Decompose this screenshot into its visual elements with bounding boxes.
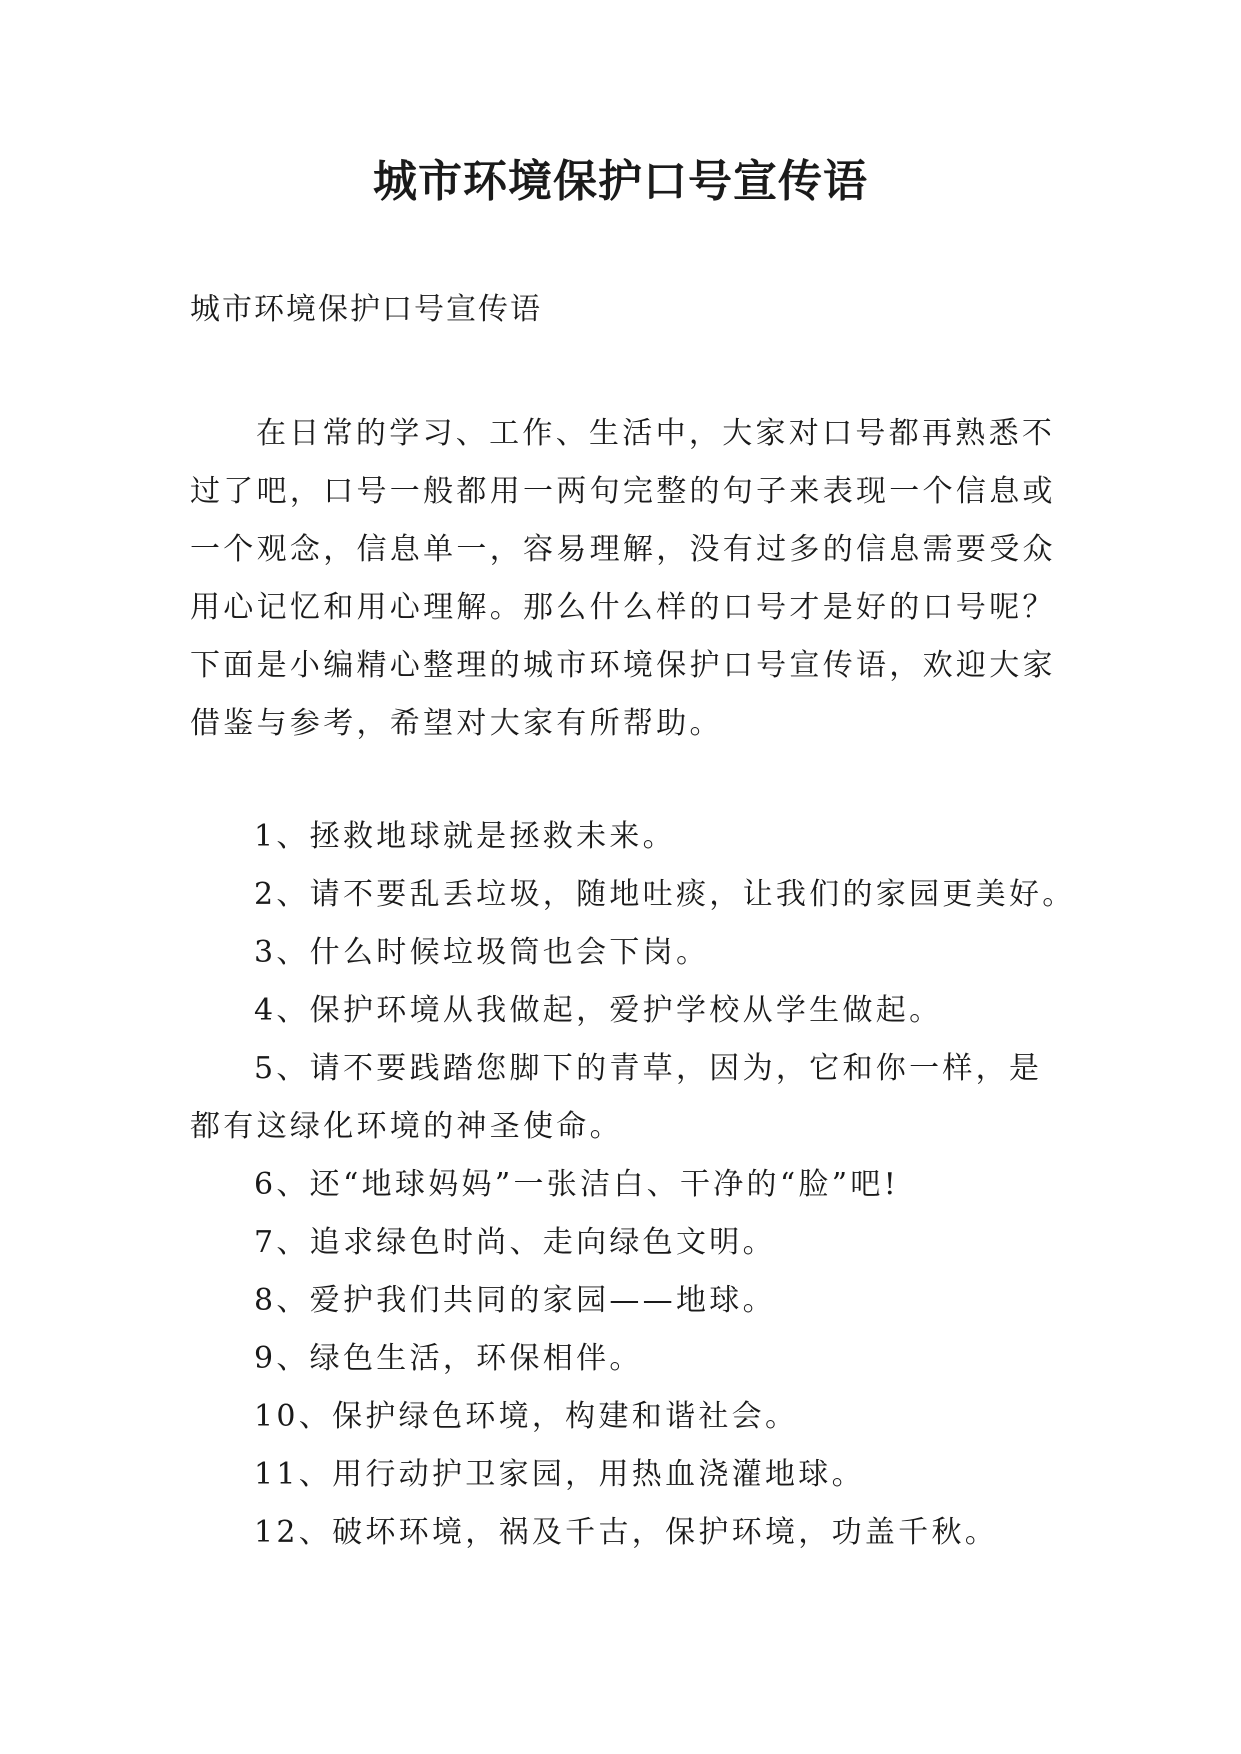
slogan-item: 11、用行动护卫家园，用热血浇灌地球。	[254, 1457, 865, 1492]
slogan-item: 3、什么时候垃圾筒也会下岗。	[254, 935, 710, 970]
slogan-list	[190, 808, 1090, 1562]
slogan-item: 8、爱护我们共同的家园——地球。	[254, 1283, 776, 1318]
intro-line: 在日常的学习、工作、生活中，大家对口号都再熟悉不	[256, 416, 1056, 451]
slogan-item: 12、破坏环境，祸及千古，保护环境，功盖千秋。	[254, 1515, 999, 1550]
intro-line: 一个观念，信息单一，容易理解，没有过多的信息需要受众	[190, 532, 1056, 567]
intro-line: 过了吧，口号一般都用一两句完整的句子来表现一个信息或	[190, 474, 1056, 509]
slogan-item: 7、追求绿色时尚、走向绿色文明。	[254, 1225, 776, 1260]
slogan-item: 9、绿色生活，环保相伴。	[254, 1341, 643, 1376]
intro-line: 用心记忆和用心理解。那么什么样的口号才是好的口号呢？	[190, 590, 1056, 625]
slogan-item: 10、保护绿色环境，构建和谐社会。	[254, 1399, 799, 1434]
slogan-item: 5、请不要践踏您脚下的青草，因为，它和你一样，是	[254, 1051, 1043, 1086]
slogan-item: 6、还“地球妈妈”一张洁白、干净的“脸”吧!	[254, 1167, 900, 1202]
slogan-item: 1、拯救地球就是拯救未来。	[254, 819, 676, 854]
slogan-item: 4、保护环境从我做起，爱护学校从学生做起。	[254, 993, 943, 1028]
intro-paragraph	[190, 405, 1070, 753]
intro-line: 借鉴与参考，希望对大家有所帮助。	[190, 706, 723, 741]
intro-line: 下面是小编精心整理的城市环境保护口号宣传语，欢迎大家	[190, 648, 1056, 683]
document-title: 城市环境保护口号宣传语	[373, 156, 868, 207]
slogan-item: 2、请不要乱丢垃圾，随地吐痰，让我们的家园更美好。	[254, 877, 1076, 912]
document-subtitle: 城市环境保护口号宣传语	[190, 292, 542, 327]
slogan-item-continuation: 都有这绿化环境的神圣使命。	[190, 1109, 623, 1144]
